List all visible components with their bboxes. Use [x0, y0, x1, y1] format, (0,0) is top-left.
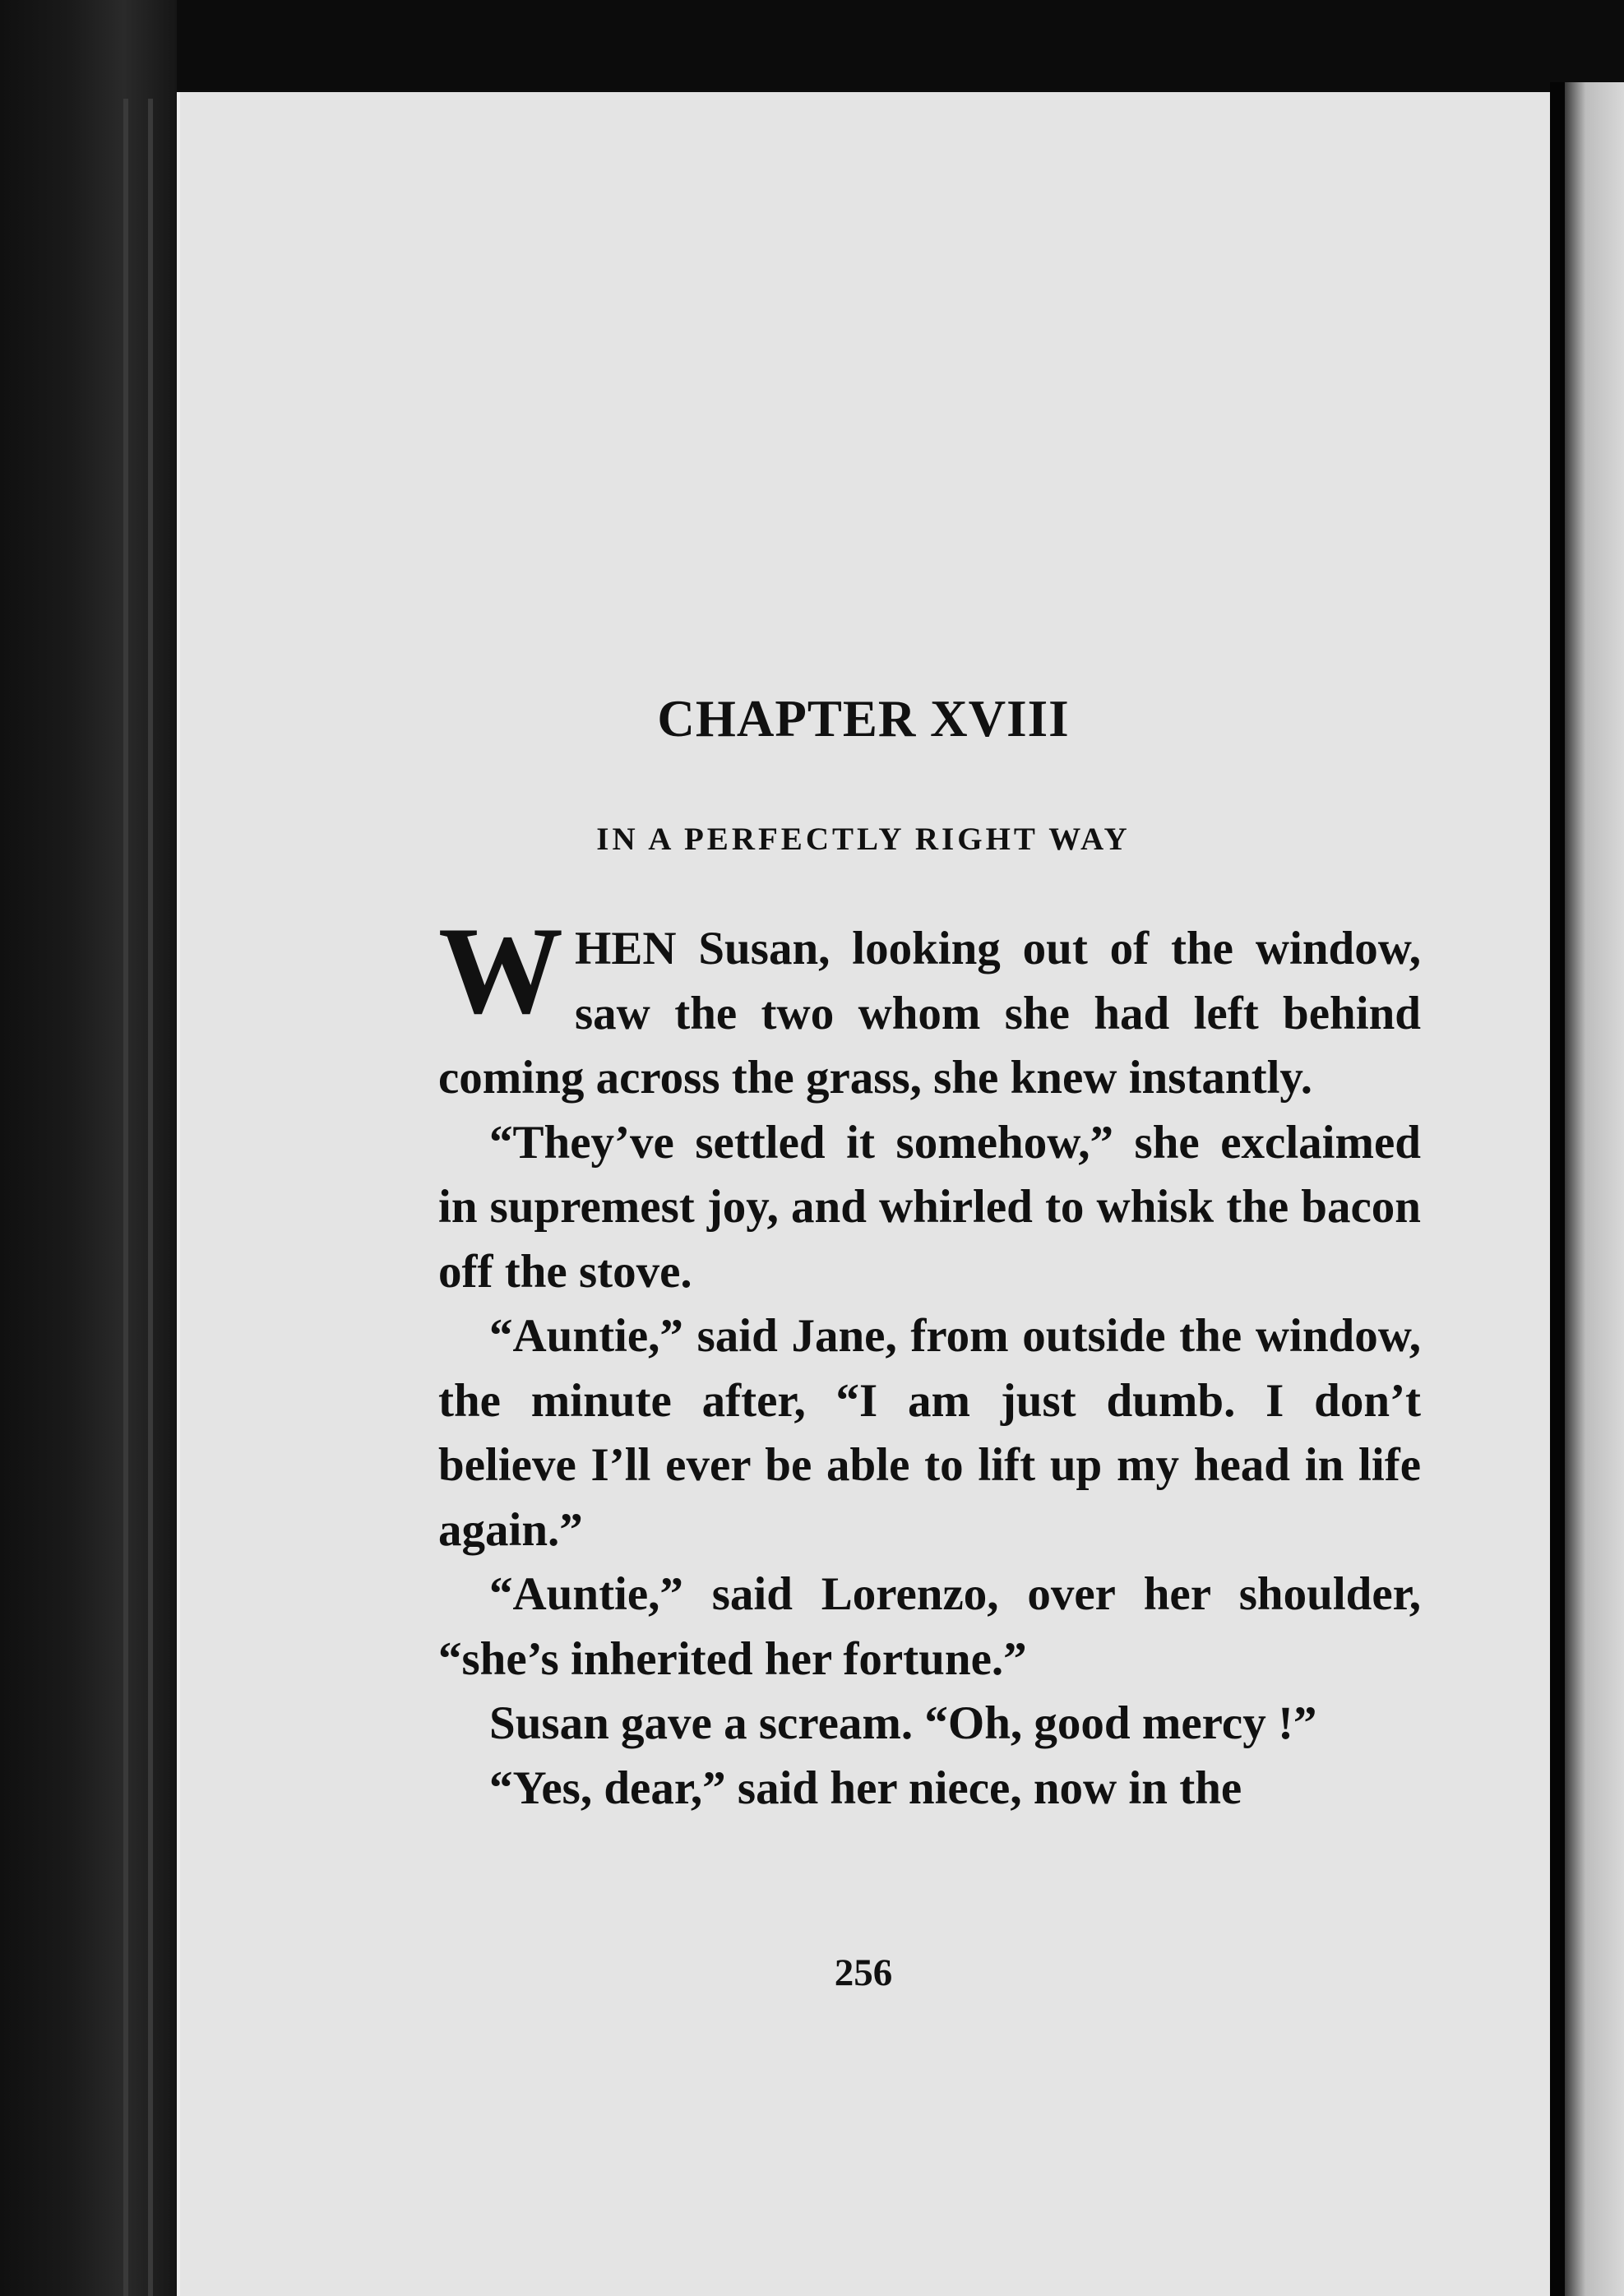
spine-edge: [148, 99, 153, 2296]
page-number: 256: [834, 1951, 893, 1994]
body-text: [438, 901, 1421, 1821]
chapter-heading: CHAPTER XVIII: [657, 690, 1070, 748]
paragraph-text: HEN Susan, looking out of the window, saw the two whom she had left behind coming across the grass, she knew instantly.: [438, 923, 1421, 1104]
paragraph: “Auntie,” said Jane, from outside the window, the minute after, “I am just dumb. I don’t believe I’ll ever be able to lift up my head in life again.”: [438, 1310, 1421, 1556]
facing-page-edge: [1565, 82, 1624, 2296]
paragraph: Susan gave a scream. “Oh, good mercy !”: [489, 1697, 1317, 1749]
chapter-subtitle: IN A PERFECTLY RIGHT WAY: [596, 822, 1131, 857]
book-spine: [0, 0, 177, 2296]
spine-edge: [123, 99, 128, 2296]
drop-cap: W: [438, 901, 563, 1039]
page-gutter: [1550, 82, 1565, 2296]
paragraph: “Yes, dear,” said her niece, now in the: [489, 1761, 1242, 1814]
paragraph: [438, 901, 1421, 1111]
paragraph: “Auntie,” said Lorenzo, over her shoulder, “she’s inherited her fortune.”: [438, 1568, 1421, 1685]
paragraph: “They’ve settled it somehow,” she exclaimed in supremest joy, and whirled to whisk the bacon off the stove.: [438, 1116, 1421, 1298]
